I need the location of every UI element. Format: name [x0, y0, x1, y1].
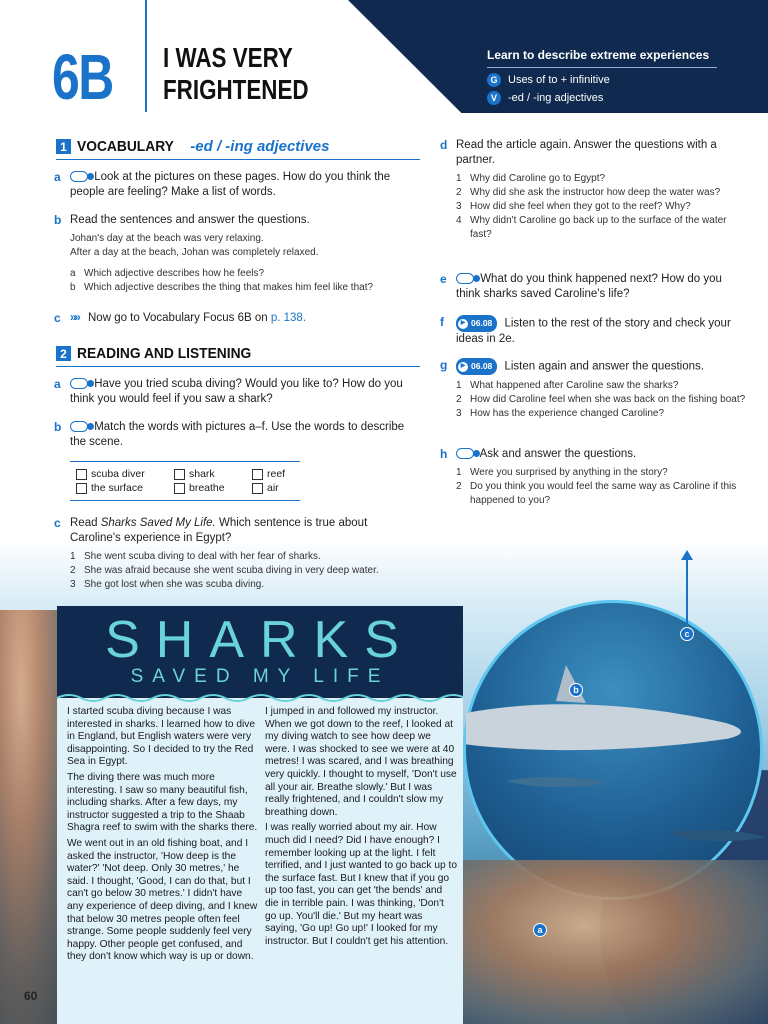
page-reference-link[interactable]: p. 138.	[270, 312, 307, 324]
list-item: a Which adjective describes how he feels?	[70, 268, 265, 279]
exercise-1b	[54, 213, 420, 295]
coral-reef-image	[460, 860, 768, 1024]
section-subtitle: -ed / -ing adjectives	[190, 138, 330, 155]
checkbox[interactable]	[174, 483, 185, 494]
exercise-text: Look at the pictures on these pages. How do you think the people are feeling? Make a list of words.	[70, 171, 391, 198]
exercise-2a	[54, 377, 415, 407]
list-item: 3 She got lost when she was scuba diving.	[70, 579, 265, 590]
wave-divider-icon	[57, 689, 463, 705]
speech-bubble-icon	[456, 448, 474, 459]
example-sentence-1: Johan's day at the beach was very relaxing.	[70, 233, 264, 244]
exercise-text: Read	[70, 517, 98, 529]
list-item: b Which adjective describes the thing that makes him feel like that?	[70, 282, 374, 293]
audio-track-button[interactable]: ▶ 06.08	[456, 358, 497, 375]
list-item: 1 Why did Caroline go to Egypt?	[456, 173, 606, 184]
exercise-letter: b	[54, 420, 62, 434]
list-item: 3 How did she feel when they got to the reef? Why?	[456, 201, 691, 212]
exercise-1a	[54, 170, 410, 200]
exercise-letter: c	[54, 311, 61, 325]
exercise-2g	[440, 358, 746, 421]
exercise-2e	[440, 272, 746, 302]
vocabulary-badge: V	[487, 91, 501, 105]
article-column-1	[67, 706, 259, 967]
checkbox[interactable]	[76, 483, 87, 494]
forward-arrows-icon: »»	[70, 312, 79, 324]
article-paragraph: We went out in an old fishing boat, and I asked the instructor, 'How deep is the water?' 'Not deep. Only 30 metres,' he said. I thought, 'Good, I can do that, but I can't go below 30 metres.' I didn't have any experience of deep diving, and I knew that below 30 metres people often feel strange. Some people suddenly feel very happy. Other people get confused, and they don't know which way is up or down.	[67, 837, 258, 963]
question-list	[456, 379, 746, 421]
section-reading-heading	[56, 345, 420, 367]
exercise-text: Ask and answer the questions.	[479, 448, 637, 460]
checkbox[interactable]	[174, 469, 185, 480]
shark-illustration	[466, 603, 766, 903]
exercise-text: Match the words with pictures a–f. Use the words to describe the scene.	[70, 421, 405, 448]
checkbox[interactable]	[252, 483, 263, 494]
exercise-letter: c	[54, 516, 61, 530]
question-list	[70, 267, 420, 295]
unit-number: 6B	[52, 41, 113, 113]
speech-bubble-icon	[70, 171, 88, 182]
answer-options	[70, 550, 420, 592]
exercise-letter: d	[440, 138, 448, 152]
list-item: 3 How has the experience changed Caroline?	[456, 408, 665, 419]
shark-photo-circle	[463, 600, 763, 900]
learning-goals	[487, 48, 717, 109]
word-checkbox-item[interactable]: the surface	[76, 482, 174, 494]
article-paragraph: I started scuba diving because I was interested in sharks. I learned how to dive in England, but English waters were very disappointing. So I decided to try the Red Sea in Egypt.	[67, 706, 256, 768]
article-paragraph: I was really worried about my air. How much did I need? Did I have enough? I remember looking up at the light. I felt terrified, and I just wanted to go back up to the surface fast. But I knew that if you go up too fast, you can get 'the bends' and die in terrible pain. I was thinking, 'Don't go up. You'll die.' But my heart was saying, 'Go up! Go up!' I looked for my instructor. But I couldn't get his attention.	[265, 822, 457, 947]
exercise-text: Listen again and answer the questions.	[504, 360, 704, 373]
question-list	[456, 172, 746, 242]
picture-label-a: a	[533, 923, 547, 937]
up-arrow-icon	[681, 550, 693, 560]
speech-bubble-icon	[70, 421, 88, 432]
list-item: 2 Why did she ask the instructor how deep the water was?	[456, 187, 721, 198]
exercise-letter: a	[54, 170, 61, 184]
exercise-text: Have you tried scuba diving? Would you like to? How do you think you would feel if you saw a shark?	[70, 378, 403, 405]
exercise-text: What do you think happened next? How do you think sharks saved Caroline's life?	[456, 273, 722, 300]
exercise-letter: b	[54, 213, 62, 227]
section-title: VOCABULARY	[77, 138, 174, 155]
article-title-reference: Sharks Saved My Life.	[100, 517, 216, 529]
exercise-1c	[54, 311, 410, 326]
exercise-text: Read the article again. Answer the questions with a partner.	[456, 139, 717, 166]
goals-title: Learn to describe extreme experiences	[487, 48, 717, 68]
exercise-2f	[440, 315, 746, 347]
article-title: SHARKS	[105, 611, 415, 669]
question-list	[456, 466, 746, 508]
checkbox[interactable]	[252, 469, 263, 480]
surface-arrow-line	[686, 556, 688, 632]
goal-vocabulary	[487, 91, 717, 105]
word-checkbox-item[interactable]: shark	[174, 468, 252, 480]
picture-label-b: b	[569, 683, 583, 697]
exercise-letter: a	[54, 377, 61, 391]
exercise-letter: g	[440, 358, 448, 372]
list-item: 2 She was afraid because she went scuba diving in very deep water.	[70, 565, 379, 576]
section-vocabulary-heading	[56, 138, 420, 160]
speech-bubble-icon	[70, 378, 88, 389]
grammar-badge: G	[487, 73, 501, 87]
goal-grammar	[487, 73, 717, 87]
audio-track-button[interactable]: ▶ 06.08	[456, 315, 497, 332]
goal-text: -ed / -ing adjectives	[508, 92, 604, 104]
list-item: 2 Do you think you would feel the same way as Caroline if this happened to you?	[456, 481, 737, 506]
exercise-2h	[440, 447, 746, 508]
goal-text: Uses of to + infinitive	[508, 74, 610, 86]
exercise-2d	[440, 138, 746, 242]
word-box	[70, 461, 300, 501]
exercise-text: Read the sentences and answer the questions.	[70, 214, 310, 226]
checkbox[interactable]	[76, 469, 87, 480]
speech-bubble-icon	[456, 273, 474, 284]
word-checkbox-item[interactable]: scuba diver	[76, 468, 174, 480]
play-icon: ▶	[458, 362, 468, 372]
page-number: 60	[24, 989, 38, 1003]
exercise-2c	[54, 516, 420, 592]
unit-title: I WAS VERY FRIGHTENED	[163, 42, 309, 105]
exercise-letter: f	[440, 315, 444, 329]
word-checkbox-item[interactable]: air	[252, 482, 302, 494]
list-item: 1 Were you surprised by anything in the story?	[456, 467, 668, 478]
exercise-letter: h	[440, 447, 448, 461]
article-paragraph: I jumped in and followed my instructor. When we got down to the reef, I looked at my diving watch to see how deep we were. I was shocked to see we were at 40 metres! I was scared, and I was breathing very quickly. I thought to myself, 'Don't use all your air. Breathe slowly.' But I was really frightened, and I couldn't slow my breathing down.	[265, 706, 457, 818]
header-divider	[145, 0, 147, 112]
word-checkbox-item[interactable]: reef	[252, 468, 302, 480]
section-number: 1	[56, 139, 71, 154]
section-number: 2	[56, 346, 71, 361]
article-panel	[57, 606, 463, 1024]
list-item: 2 How did Caroline feel when she was back on the fishing boat?	[456, 394, 746, 405]
word-checkbox-item[interactable]: breathe	[174, 482, 252, 494]
play-icon: ▶	[458, 319, 468, 329]
exercise-text: Now go to Vocabulary Focus 6B on	[88, 312, 268, 324]
exercise-text: Listen to the rest of the story and check your ideas in 2e.	[456, 317, 731, 345]
article-column-2	[265, 706, 457, 951]
section-title: READING AND LISTENING	[77, 345, 252, 362]
list-item: 1 What happened after Caroline saw the sharks?	[456, 380, 679, 391]
picture-label-c: c	[680, 627, 694, 641]
example-sentence-2: After a day at the beach, Johan was completely relaxed.	[70, 247, 319, 258]
exercise-letter: e	[440, 272, 447, 286]
list-item: 1 She went scuba diving to deal with her fear of sharks.	[70, 551, 321, 562]
article-subtitle: SAVED MY LIFE	[130, 666, 390, 687]
exercise-2b	[54, 420, 415, 450]
exercise-text: Which sentence is true about Caroline's experience in Egypt?	[70, 517, 368, 544]
list-item: 4 Why didn't Caroline go back up to the surface of the water fast?	[456, 215, 727, 240]
article-paragraph: The diving there was much more interesting. I saw so many beautiful fish, including sharks. After a few days, my instructor suggested a trip to the Shaab Shagra reef to swim with the sharks there.	[67, 771, 258, 834]
